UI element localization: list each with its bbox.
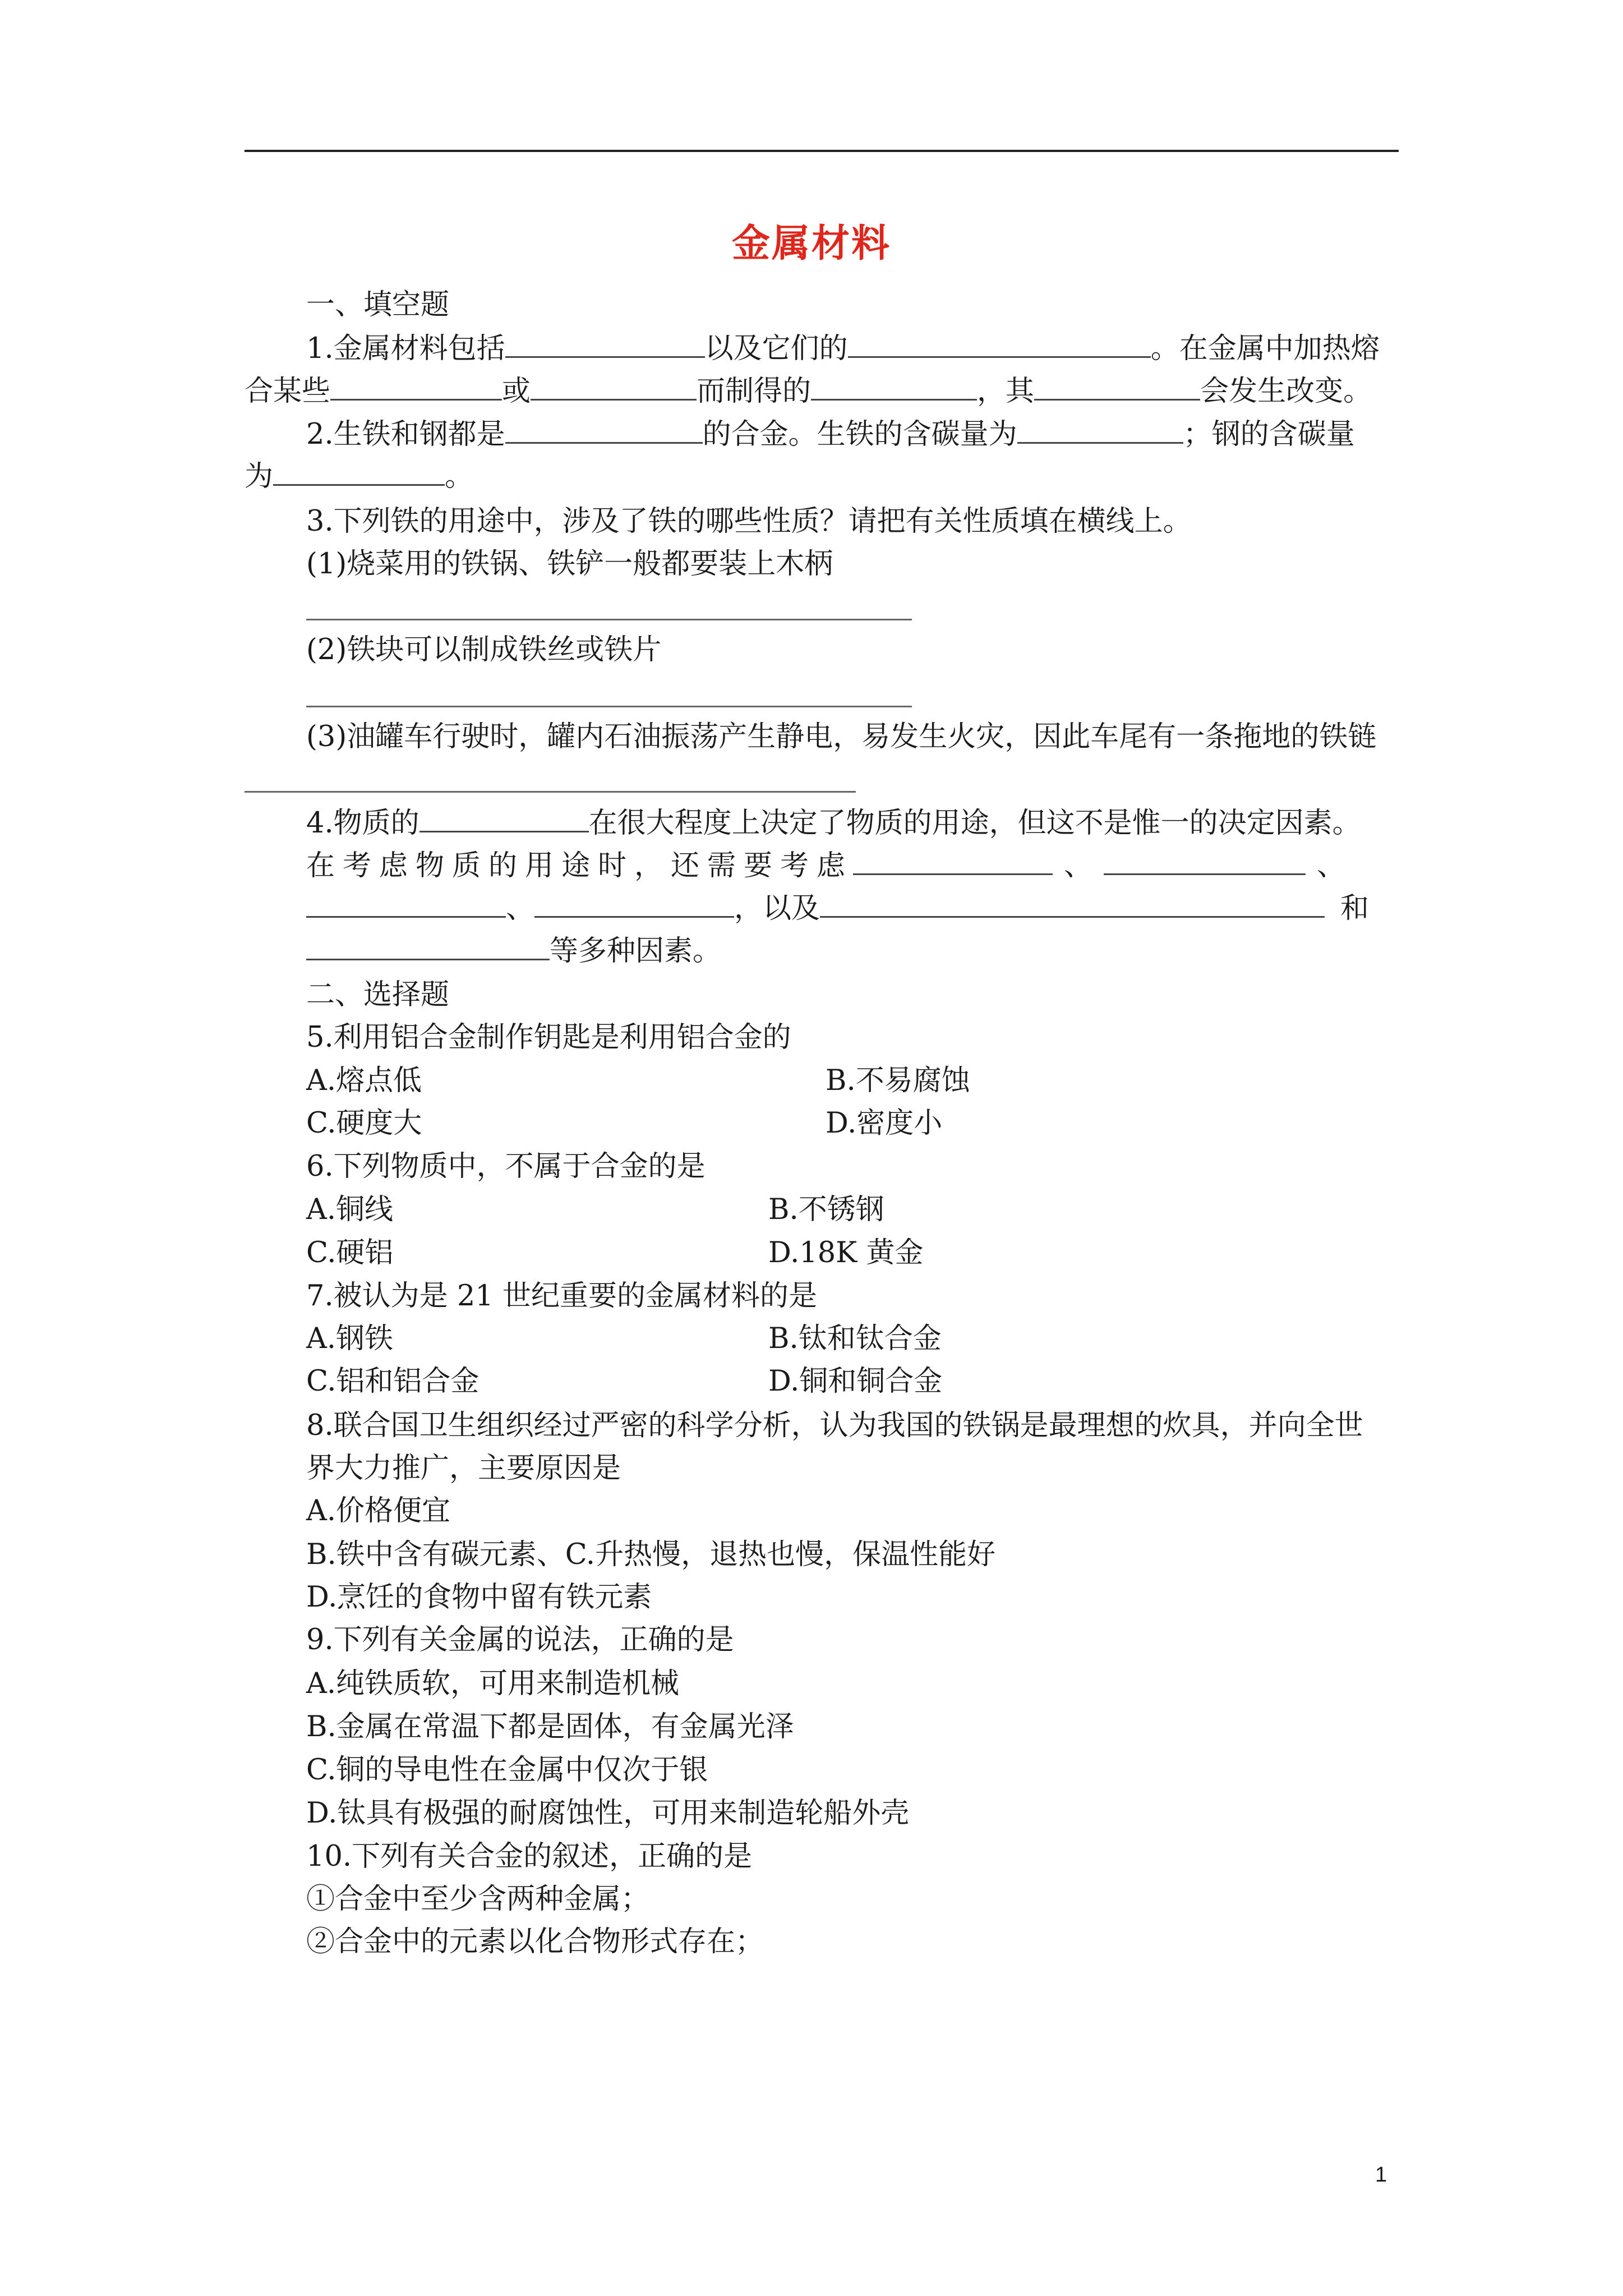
q2-text-a-real: 2.生铁和钢都是 xyxy=(306,418,505,451)
q1-text-c: 。在金属中加热熔 xyxy=(1150,332,1380,365)
q10-item-1: ①合金中至少含两种金属； xyxy=(306,1883,650,1916)
page-title: 金属材料 xyxy=(731,221,891,266)
page-number: 1 xyxy=(1375,2163,1387,2187)
q4-blank-4[interactable] xyxy=(306,894,506,918)
q2-text-b: 的合金。生铁的含碳量为 xyxy=(702,418,1017,451)
q6-option-d[interactable]: D.18K 黄金 xyxy=(768,1236,924,1269)
question-5-stem: 5.利用铝合金制作钥匙是利用铝合金的 xyxy=(306,1021,791,1054)
q3-answer-line-3[interactable] xyxy=(245,791,856,793)
question-7-stem: 7.被认为是 21 世纪重要的金属材料的是 xyxy=(306,1280,817,1313)
q1-blank-5[interactable] xyxy=(811,376,977,401)
q7-option-c[interactable]: C.铝和铝合金 xyxy=(306,1365,479,1398)
q7-option-a[interactable]: A.钢铁 xyxy=(306,1322,394,1355)
q4-sep-2: 、 xyxy=(1317,849,1346,882)
q2-blank-1[interactable] xyxy=(505,420,703,444)
q4-sep-3: 、 xyxy=(506,892,535,925)
question-8-stem-line-2: 界大力推广，主要原因是 xyxy=(306,1452,621,1485)
q1-text-d: 合某些 xyxy=(245,375,331,408)
question-4-line-4 xyxy=(306,933,721,969)
q8-option-a[interactable]: A.价格便宜 xyxy=(306,1494,451,1527)
q1-text-a: 1.金属材料包括 xyxy=(306,332,505,365)
question-9-stem: 9.下列有关金属的说法，正确的是 xyxy=(306,1623,734,1657)
section-heading-multiple-choice: 二、选择题 xyxy=(306,978,450,1011)
q4-blank-3[interactable] xyxy=(1104,851,1306,875)
q2-blank-2[interactable] xyxy=(1017,420,1183,444)
question-4-line-2 xyxy=(306,848,1345,884)
q2-text-d: 为 xyxy=(245,460,274,493)
q5-option-a[interactable]: A.熔点低 xyxy=(306,1064,422,1097)
question-3-stem: 3.下列铁的用途中，涉及了铁的哪些性质？请把有关性质填在横线上。 xyxy=(306,505,1192,538)
q5-option-d[interactable]: D.密度小 xyxy=(826,1107,943,1140)
q1-text-f: 而制得的 xyxy=(697,375,811,408)
q4-text-a: 4.物质的 xyxy=(306,807,419,840)
question-2-line-2 xyxy=(245,459,473,495)
q1-blank-6[interactable] xyxy=(1034,376,1200,401)
q2-blank-3[interactable] xyxy=(273,462,445,486)
q1-blank-3[interactable] xyxy=(330,376,502,401)
q1-text-g: ，其 xyxy=(977,375,1035,408)
q4-blank-1[interactable] xyxy=(419,808,589,832)
q3-answer-line-2[interactable] xyxy=(306,706,912,707)
q9-option-a[interactable]: A.纯铁质软，可用来制造机械 xyxy=(306,1667,680,1700)
q1-text-h: 会发生改变。 xyxy=(1200,375,1372,408)
q6-option-a[interactable]: A.铜线 xyxy=(306,1193,394,1226)
q4-blank-6[interactable] xyxy=(820,894,1325,918)
q5-option-b[interactable]: B.不易腐蚀 xyxy=(826,1064,970,1097)
q8-option-d[interactable]: D.烹饪的食物中留有铁元素 xyxy=(306,1581,652,1614)
question-1-line-2 xyxy=(245,374,1372,409)
q1-blank-1[interactable] xyxy=(505,334,705,358)
question-8-stem-line-1: 8.联合国卫生组织经过严密的科学分析，认为我国的铁锅是最理想的炊具，并向全世 xyxy=(306,1409,1363,1442)
q1-blank-2[interactable] xyxy=(848,334,1151,358)
question-10-stem: 10.下列有关合金的叙述，正确的是 xyxy=(306,1840,753,1873)
q4-text-d: ，以及 xyxy=(734,892,820,925)
q2-text-e: 。 xyxy=(445,460,474,493)
q3-answer-line-1[interactable] xyxy=(306,619,912,620)
q9-option-b[interactable]: B.金属在常温下都是固体，有金属光泽 xyxy=(306,1710,794,1743)
q9-option-c[interactable]: C.铜的导电性在金属中仅次于银 xyxy=(306,1754,708,1787)
q1-text-e: 或 xyxy=(502,375,531,408)
q4-blank-2[interactable] xyxy=(853,851,1053,875)
q2-text-c: ；钢的含碳量 xyxy=(1183,418,1355,451)
question-2-line-1 xyxy=(306,417,1355,453)
q1-text-b: 以及它们的 xyxy=(704,332,848,365)
q4-text-f: 等多种因素。 xyxy=(550,935,722,968)
q4-sep-1: 、 xyxy=(1064,849,1093,882)
q4-text-c: 在考虑物质的用途时，还需要考虑 xyxy=(306,849,854,882)
q4-text-e: 和 xyxy=(1340,892,1370,925)
q7-option-d[interactable]: D.铜和铜合金 xyxy=(768,1365,943,1398)
q6-option-c[interactable]: C.硬铝 xyxy=(306,1236,394,1269)
header-rule xyxy=(245,150,1399,152)
q4-blank-7[interactable] xyxy=(306,936,550,960)
question-1-line-1 xyxy=(306,331,1380,367)
question-3-sub-3: (3)油罐车行驶时，罐内石油振荡产生静电，易发生火灾，因此车尾有一条拖地的铁链 xyxy=(306,720,1377,753)
q9-option-d[interactable]: D.钛具有极强的耐腐蚀性，可用来制造轮船外壳 xyxy=(306,1797,910,1830)
q5-option-c[interactable]: C.硬度大 xyxy=(306,1107,422,1140)
question-4-line-1 xyxy=(306,806,1361,841)
q6-option-b[interactable]: B.不锈钢 xyxy=(768,1193,884,1226)
q8-option-b-c[interactable]: B.铁中含有碳元素、C.升热慢，退热也慢，保温性能好 xyxy=(306,1538,996,1571)
q7-option-b[interactable]: B.钛和钛合金 xyxy=(768,1322,942,1355)
question-3-sub-2: (2)铁块可以制成铁丝或铁片 xyxy=(306,633,662,666)
q1-blank-4[interactable] xyxy=(531,376,697,401)
q4-blank-5[interactable] xyxy=(534,894,734,918)
question-3-sub-1: (1)烧菜用的铁锅、铁铲一般都要装上木柄 xyxy=(306,547,833,581)
q10-item-2: ②合金中的元素以化合物形式存在； xyxy=(306,1925,764,1958)
question-4-line-3 xyxy=(306,891,1369,927)
section-heading-fill-blank: 一、填空题 xyxy=(306,288,450,321)
question-6-stem: 6.下列物质中，不属于合金的是 xyxy=(306,1150,706,1183)
q4-text-b: 在很大程度上决定了物质的用途，但这不是惟一的决定因素。 xyxy=(588,807,1361,840)
